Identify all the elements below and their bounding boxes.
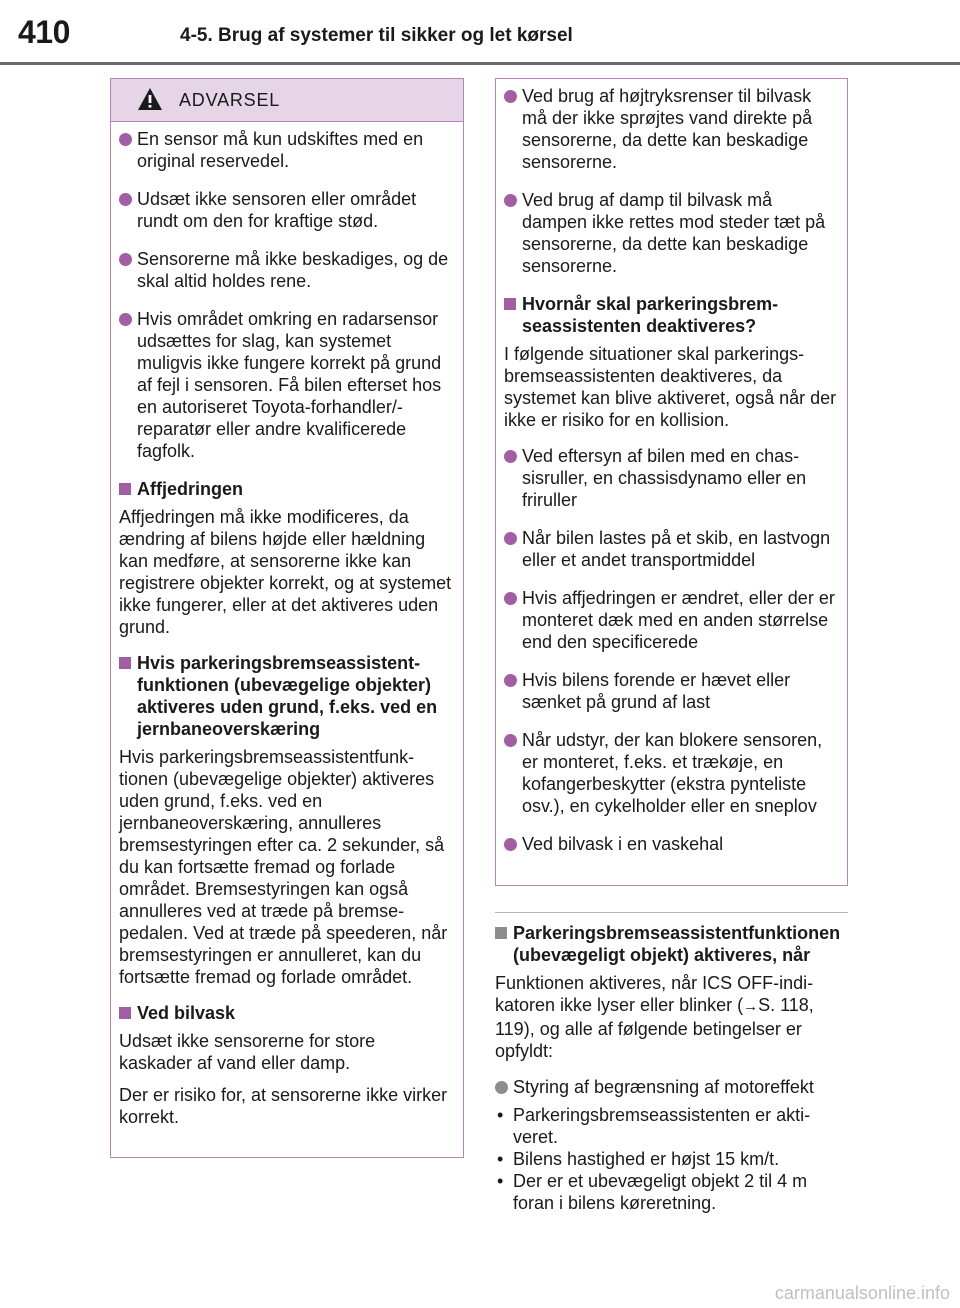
bullet-item [504, 189, 837, 277]
bullet-text: Når bilen lastes på et skib, en lastvogn eller et andet transportmiddel [522, 528, 831, 570]
square-bullet-icon [504, 298, 516, 310]
bullet-item [119, 188, 453, 232]
warning-box-right [495, 78, 848, 886]
bullet-dot-icon [119, 253, 132, 266]
bullet-dot-icon [504, 90, 517, 103]
activation-section [495, 912, 848, 1214]
square-bullet-icon [119, 1007, 131, 1019]
arrow-right-icon: → [743, 998, 759, 1015]
subsection-heading: Ved bilvask [119, 1002, 453, 1024]
page-number: 410 [18, 14, 70, 50]
bullet-text: Ved bilvask i en vaskehal [522, 834, 724, 854]
bullet-dot-icon [495, 1081, 508, 1094]
bullet-dot-icon [119, 133, 132, 146]
warning-triangle-icon [137, 87, 163, 111]
bullet-item [504, 445, 837, 511]
bullet-dot-icon [504, 592, 517, 605]
subsection-heading: Parkeringsbremseassistentfunktionen (ubevægeligt objekt) aktiveres, når [495, 922, 848, 966]
square-bullet-icon [119, 483, 131, 495]
bullet-text: Når udstyr, der kan blokere sensoren, er monteret, f.eks. et trækøje, en kofangerbeskytter (ekstra pynteliste osv.), en cykelholder eller en sneplov [522, 730, 823, 816]
bullet-text: Ved eftersyn af bilen med en chassisruller, en chassisdynamo eller en friruller [522, 446, 807, 510]
bullet-item [119, 128, 453, 172]
square-bullet-icon [495, 927, 507, 939]
bullet-item [504, 587, 837, 653]
paragraph: Affjedringen må ikke modificeres, da ændring af bilens højde eller hældning kan medføre, at sensorerne ikke kan registrere objekter korrekt, og at systemet ikke fungerer, eller at det aktiveres uden grund. [119, 507, 452, 637]
subsection-heading: Affjedringen [119, 478, 453, 500]
square-bullet-icon [119, 657, 131, 669]
section-title: 4-5. Brug af systemer til sikker og let kørsel [180, 25, 573, 46]
bullet-text: Styring af begrænsning af motoreffekt [513, 1077, 814, 1097]
header-rule [0, 62, 960, 65]
bullet-dot-icon [504, 734, 517, 747]
subsection-heading: Hvis parkeringsbremseassistentfunktionen (ubevægelige objekter) aktiveres uden grund, f.eks. ved en jernbaneoverskæring [119, 652, 453, 740]
bullet-dot-icon [504, 838, 517, 851]
bullet-text: Udsæt ikke sensoren eller området rundt om den for kraftige stød. [137, 189, 417, 231]
warning-box-left [110, 78, 464, 1158]
bullet-item [504, 669, 837, 713]
bullet-dot-icon [504, 194, 517, 207]
warning-title: ADVARSEL [179, 90, 281, 110]
bullet-dot-icon [119, 313, 132, 326]
bullet-text: Sensorerne må ikke beskadiges, og de skal altid holdes rene. [137, 249, 449, 291]
bullet-item [504, 85, 837, 173]
bullet-item [119, 248, 453, 292]
list-item: • Parkeringsbremseassistenten er aktiveret. [497, 1105, 811, 1147]
paragraph: Hvis parkeringsbremseassistentfunktionen (ubevægelige objekter) aktiveres uden grund, f.eks. ved en jernbaneoverskæring, annulleres bremsestyringen efter ca. 2 sekunder, så du kan fortsætte fremad og forlade området. Bremsestyringen kan også annulleres ved at træde på bremsepedalen. Ved at træde på speederen, når bremsestyringen er annulleret, kan du fortsætte fremad og forlade området. [119, 747, 448, 987]
bullet-dot-icon [504, 450, 517, 463]
bullet-text: Hvis bilens forende er hævet eller sænket på grund af last [522, 670, 791, 712]
list-item: • Bilens hastighed er højst 15 km/t. [497, 1149, 780, 1169]
bullet-item [504, 729, 837, 817]
paragraph: Funktionen aktiveres, når ICS OFF-indikatoren ikke lyser eller blinker (→S. 118, 119), og alle af følgende betingelser er opfyldt: [495, 973, 814, 1061]
bullet-text: Ved brug af damp til bilvask må dampen ikke rettes mod steder tæt på sensorerne, da dette kan beskadige sensorerne. [522, 190, 826, 276]
page-header [0, 0, 960, 62]
watermark: carmanualsonline.info [774, 1283, 950, 1303]
bullet-text: Hvis området omkring en radarsensor udsættes for slag, kan systemet muligvis ikke fungere korrekt på grund af fejl i sensoren. Få bilen efterset hos en autoriseret Toyota-forhandler/-reparatør eller andre kvalificerede fagfolk. [137, 309, 442, 461]
bullet-item [504, 527, 837, 571]
warning-header [111, 79, 463, 122]
bullet-dot-icon [504, 532, 517, 545]
list-item: • Der er et ubevægeligt objekt 2 til 4 m foran i bilens køreretning. [497, 1171, 808, 1213]
bullet-dot-icon [504, 674, 517, 687]
bullet-item [119, 308, 453, 462]
paragraph: Der er risiko for, at sensorerne ikke virker korrekt. [119, 1085, 448, 1127]
bullet-text: Ved brug af højtryksrenser til bilvask må der ikke sprøjtes vand direkte på sensorerne, da dette kan beskadige sensorerne. [522, 86, 813, 172]
bullet-item [495, 1076, 848, 1098]
condition-list [495, 1104, 848, 1214]
bullet-text: En sensor må kun udskiftes med en original reservedel. [137, 129, 424, 171]
subsection-heading: Hvornår skal parkeringsbremseassistenten deaktiveres? [504, 293, 837, 337]
paragraph: Udsæt ikke sensorerne for store kaskader af vand eller damp. [119, 1031, 376, 1073]
bullet-dot-icon [119, 193, 132, 206]
section-divider [495, 912, 848, 913]
bullet-text: Hvis affjedringen er ændret, eller der er monteret dæk med en anden størrelse end den specificerede [522, 588, 835, 652]
paragraph: I følgende situationer skal parkeringsbremseassistenten deaktiveres, da systemet kan blive aktiveret, også når der ikke er risiko for en kollision. [504, 344, 837, 430]
bullet-item [504, 833, 837, 855]
